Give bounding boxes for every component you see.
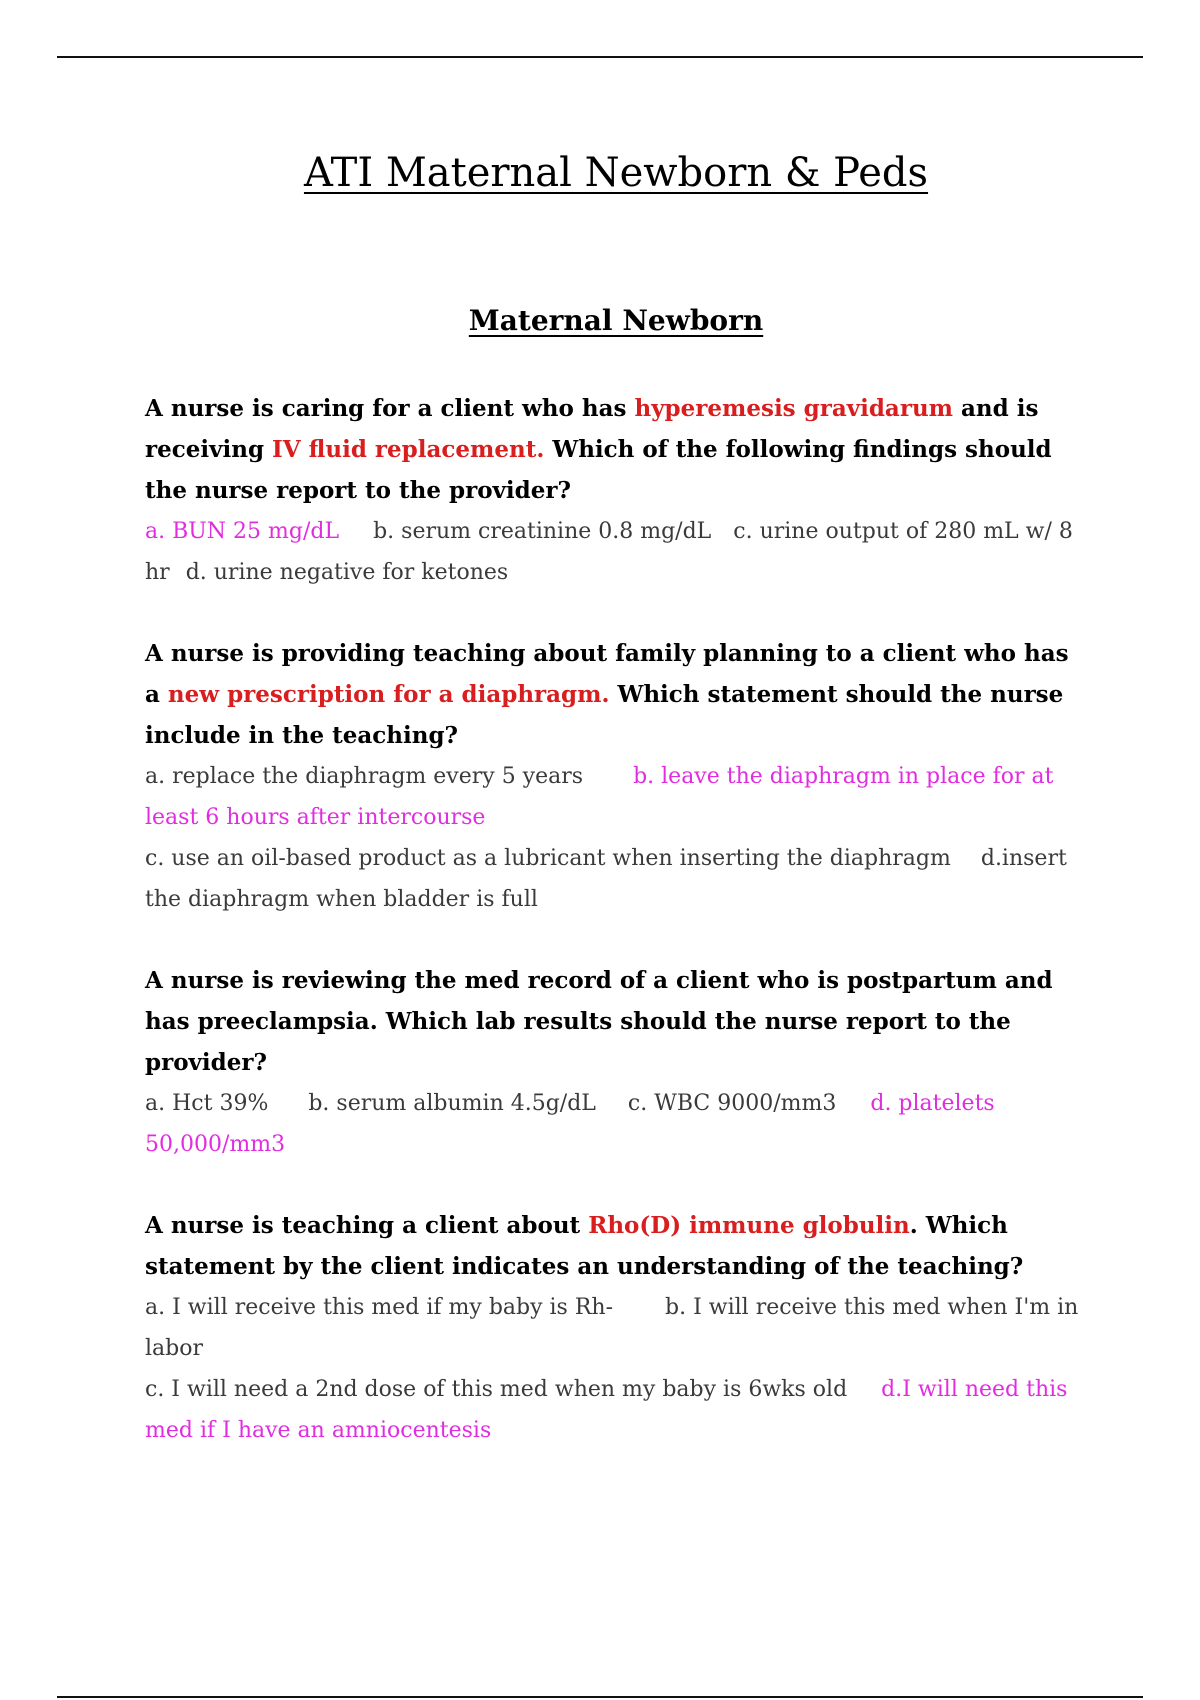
question-1-highlight-2: IV fluid replacement. [272, 436, 545, 463]
question-3-stem: A nurse is reviewing the med record of a client who is postpartum and has preeclampsia. Which lab results should the nurse report to the provider? [145, 967, 1053, 1076]
question-2-stem-text: Which statement should the nurse include in the teaching? [145, 681, 1064, 749]
question-2-option-b-correct: b. leave the diaphragm in place for at least 6 hours after intercourse [145, 764, 1054, 830]
question-3-option-d-correct: d. platelets 50,000/mm3 [145, 1091, 995, 1157]
question-1-option-d: d. urine negative for ketones [185, 560, 509, 585]
question-1-option-b: b. serum creatinine 0.8 mg/dL [373, 519, 712, 544]
question-2-options-cd [145, 838, 1085, 920]
question-2-option-d: d.insert the diaphragm when bladder is full [145, 846, 1067, 912]
question-4-options-cd [145, 1369, 1085, 1451]
question-2-highlight-1: new prescription for a diaphragm. [167, 681, 610, 708]
question-2 [145, 633, 1085, 920]
question-2-options-ab [145, 756, 1085, 838]
question-3-options [145, 1083, 1085, 1165]
question-1-stem [145, 388, 1085, 511]
bottom-rule [57, 1696, 1143, 1698]
question-3-option-b: b. serum albumin 4.5g/dL [308, 1091, 596, 1116]
question-2-option-c: c. use an oil-based product as a lubricant when inserting the diaphragm [145, 846, 951, 871]
question-4-options-ab [145, 1287, 1085, 1369]
question-1-option-c: c. urine output of 280 mL w/ 8 hr [145, 519, 1073, 585]
question-3 [145, 960, 1085, 1165]
question-1-highlight-1: hyperemesis gravidarum [634, 395, 953, 422]
question-list [145, 388, 1085, 1491]
question-4-highlight-1: Rho(D) immune globulin [588, 1212, 910, 1239]
question-4-stem [145, 1205, 1085, 1287]
question-1-stem-text: and is receiving [145, 395, 1039, 463]
question-3-option-a: a. Hct 39% [145, 1091, 269, 1116]
top-rule [57, 56, 1143, 58]
question-2-stem [145, 633, 1085, 756]
question-4-option-a: a. I will receive this med if my baby is Rh- [145, 1295, 614, 1320]
question-3-option-c: c. WBC 9000/mm3 [627, 1091, 837, 1116]
question-4-option-b: b. I will receive this med when I'm in labor [145, 1295, 1079, 1361]
question-1 [145, 388, 1085, 593]
question-1-stem-text: A nurse is caring for a client who has [145, 395, 635, 422]
question-4-stem-text: . Which statement by the client indicates an understanding of the teaching? [145, 1212, 1024, 1280]
section-title: Maternal Newborn [468, 304, 764, 337]
document-title: ATI Maternal Newborn & Peds [303, 150, 929, 196]
question-4-option-c: c. I will need a 2nd dose of this med when my baby is 6wks old [145, 1377, 848, 1402]
question-4-stem-text: A nurse is teaching a client about [145, 1212, 589, 1239]
question-4-option-d-correct: d.I will need this med if I have an amniocentesis [145, 1377, 1068, 1443]
question-4 [145, 1205, 1085, 1451]
question-2-option-a: a. replace the diaphragm every 5 years [145, 764, 584, 789]
question-1-option-a-correct: a. BUN 25 mg/dL [145, 519, 340, 544]
question-1-stem-text: Which of the following findings should the nurse report to the provider? [145, 436, 1052, 504]
question-2-stem-text: A nurse is providing teaching about family planning to a client who has a [145, 640, 1069, 708]
question-1-options [145, 511, 1085, 593]
